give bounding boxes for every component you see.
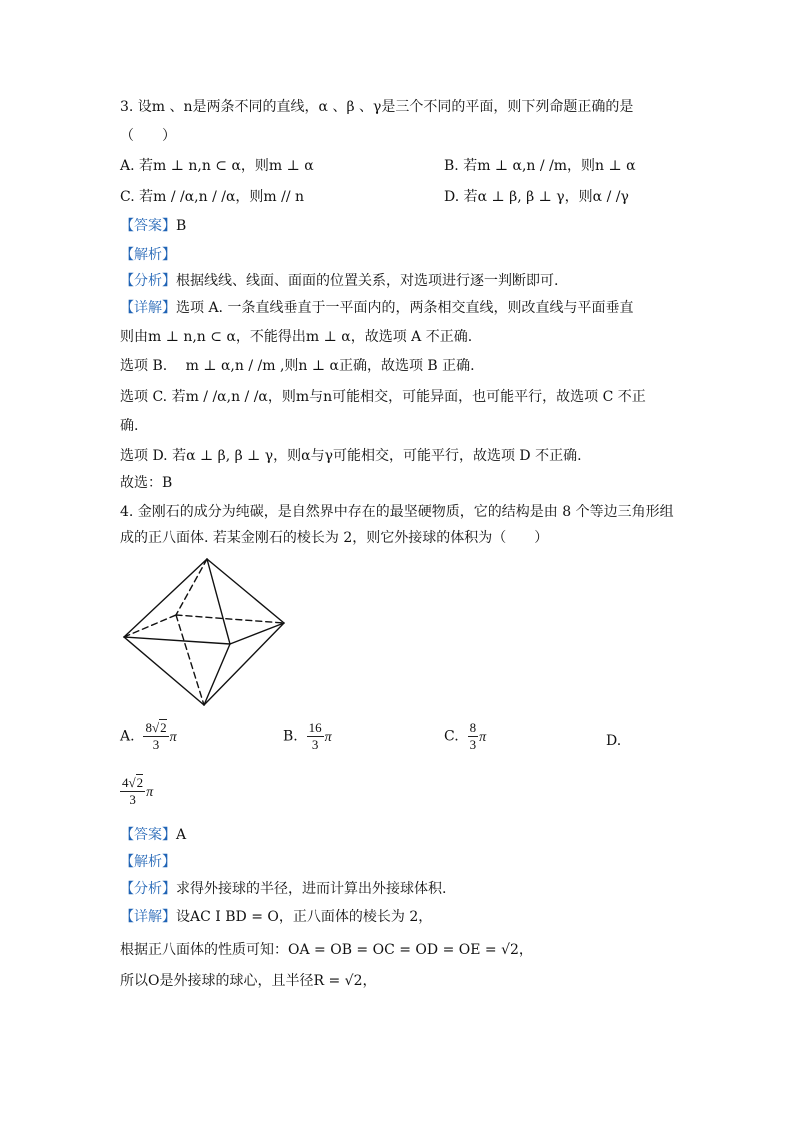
- q4-stem-line2: 成的正八面体. 若某金刚石的棱长为 2，则它外接球的体积为（ ）: [120, 530, 549, 546]
- q4-option-c: C. $\frac{8}{3}$ π: [444, 720, 487, 752]
- q3-option-c: C. 若m / /α,n / /α，则m // n: [120, 189, 305, 205]
- q3-option-d: D. 若α ⊥ β, β ⊥ γ，则α / /γ: [444, 189, 629, 205]
- edge-bottom-back: [176, 615, 204, 705]
- q3-xiangjie-6: 选项 D. 若α ⊥ β, β ⊥ γ，则α与γ可能相交，可能平行，故选项 D 不正确.: [120, 448, 582, 464]
- q3-xiangjie-1: [120, 298, 633, 318]
- q3-stem-line1: 3. 设m 、n是两条不同的直线，α 、β 、γ是三个不同的平面，则下列命题正确的是: [120, 99, 634, 115]
- q4-stem-line1: 4. 金刚石的成分为纯碳，是自然界中存在的最坚硬物质，它的结构是由 8 个等边三角形组: [120, 504, 674, 520]
- option-label: A.: [120, 728, 135, 745]
- answer-tag: 【答案】: [120, 827, 176, 843]
- answer-tag: 【答案】: [120, 218, 176, 234]
- q4-xiangjie-1: [120, 907, 432, 927]
- q3-xiangjie-2: 则由m ⊥ n,n ⊂ α，不能得出m ⊥ α，故选项 A 不正确.: [120, 329, 473, 345]
- q4-option-d: $\frac{4√2}{3}$ π: [122, 775, 154, 807]
- edge-right-front: [230, 623, 284, 644]
- octahedron-figure: [118, 555, 290, 711]
- q3-xiangjie-3: 选项 B. m ⊥ α,n / /m ,则n ⊥ α正确，故选项 B 正确.: [120, 358, 475, 374]
- fraction: $\frac{16}{3}$: [308, 720, 322, 752]
- q4-answer: [120, 825, 186, 845]
- fenxi-text: 求得外接球的半径，进而计算出外接球体积.: [176, 881, 447, 897]
- edge-top-left: [124, 559, 207, 637]
- q3-option-a: A. 若m ⊥ n,n ⊂ α，则m ⊥ α: [120, 158, 314, 174]
- q3-option-b: B. 若m ⊥ α,n / /m，则n ⊥ α: [444, 158, 636, 174]
- edge-back-right: [176, 615, 284, 623]
- q3-xiangjie-4: 选项 C. 若m / /α,n / /α，则m与n可能相交，可能异面，也可能平行，故选项 C 不正: [120, 389, 646, 405]
- option-label: C.: [444, 728, 459, 745]
- fraction: $\frac{8}{3}$: [469, 720, 477, 752]
- q3-answer: [120, 216, 186, 236]
- edge-top-right: [207, 559, 284, 623]
- q3-fenxi: [120, 271, 558, 291]
- option-label: B.: [283, 728, 298, 745]
- edge-top-front: [207, 559, 230, 644]
- q3-stem-line2: （ ）: [120, 128, 176, 144]
- answer-value: B: [176, 218, 187, 234]
- q3-xiangjie-5: 确.: [120, 418, 139, 434]
- q3-conclusion: 故选：B: [120, 475, 173, 491]
- xiangjie-text: 设AC I BD = O，正八面体的棱长为 2，: [176, 909, 433, 925]
- fenxi-tag: 【分析】: [120, 881, 176, 897]
- edge-bottom-right: [204, 623, 284, 705]
- edge-left-front: [124, 637, 230, 644]
- q4-analysis-tag: 【解析】: [120, 854, 176, 870]
- fraction: $\frac{4√2}{3}$: [122, 775, 144, 807]
- xiangjie-tag: 【详解】: [120, 909, 176, 925]
- q4-option-a: A. $\frac{8√2}{3}$ π: [120, 720, 177, 752]
- edge-left-back: [124, 615, 176, 637]
- edge-bottom-left: [124, 637, 204, 705]
- q4-xiangjie-3: 所以O是外接球的球心，且半径R = √2，: [120, 973, 377, 989]
- answer-value: A: [176, 827, 187, 843]
- edge-top-back: [176, 559, 207, 615]
- fraction: $\frac{8√2}{3}$: [145, 720, 167, 752]
- q4-option-d-label: D.: [606, 733, 622, 749]
- q4-fenxi: [120, 879, 446, 899]
- fenxi-tag: 【分析】: [120, 273, 176, 289]
- q4-option-b: B. $\frac{16}{3}$ π: [283, 720, 332, 752]
- fenxi-text: 根据线线、线面、面面的位置关系，对选项进行逐一判断即可.: [176, 273, 559, 289]
- edge-bottom-front: [204, 644, 230, 705]
- q4-xiangjie-2: 根据正八面体的性质可知：OA = OB = OC = OD = OE = √2，: [120, 942, 533, 958]
- xiangjie-tag: 【详解】: [120, 300, 176, 316]
- xiangjie-text: 选项 A. 一条直线垂直于一平面内的，两条相交直线，则改直线与平面垂直: [176, 300, 634, 316]
- q3-analysis-tag: 【解析】: [120, 247, 176, 263]
